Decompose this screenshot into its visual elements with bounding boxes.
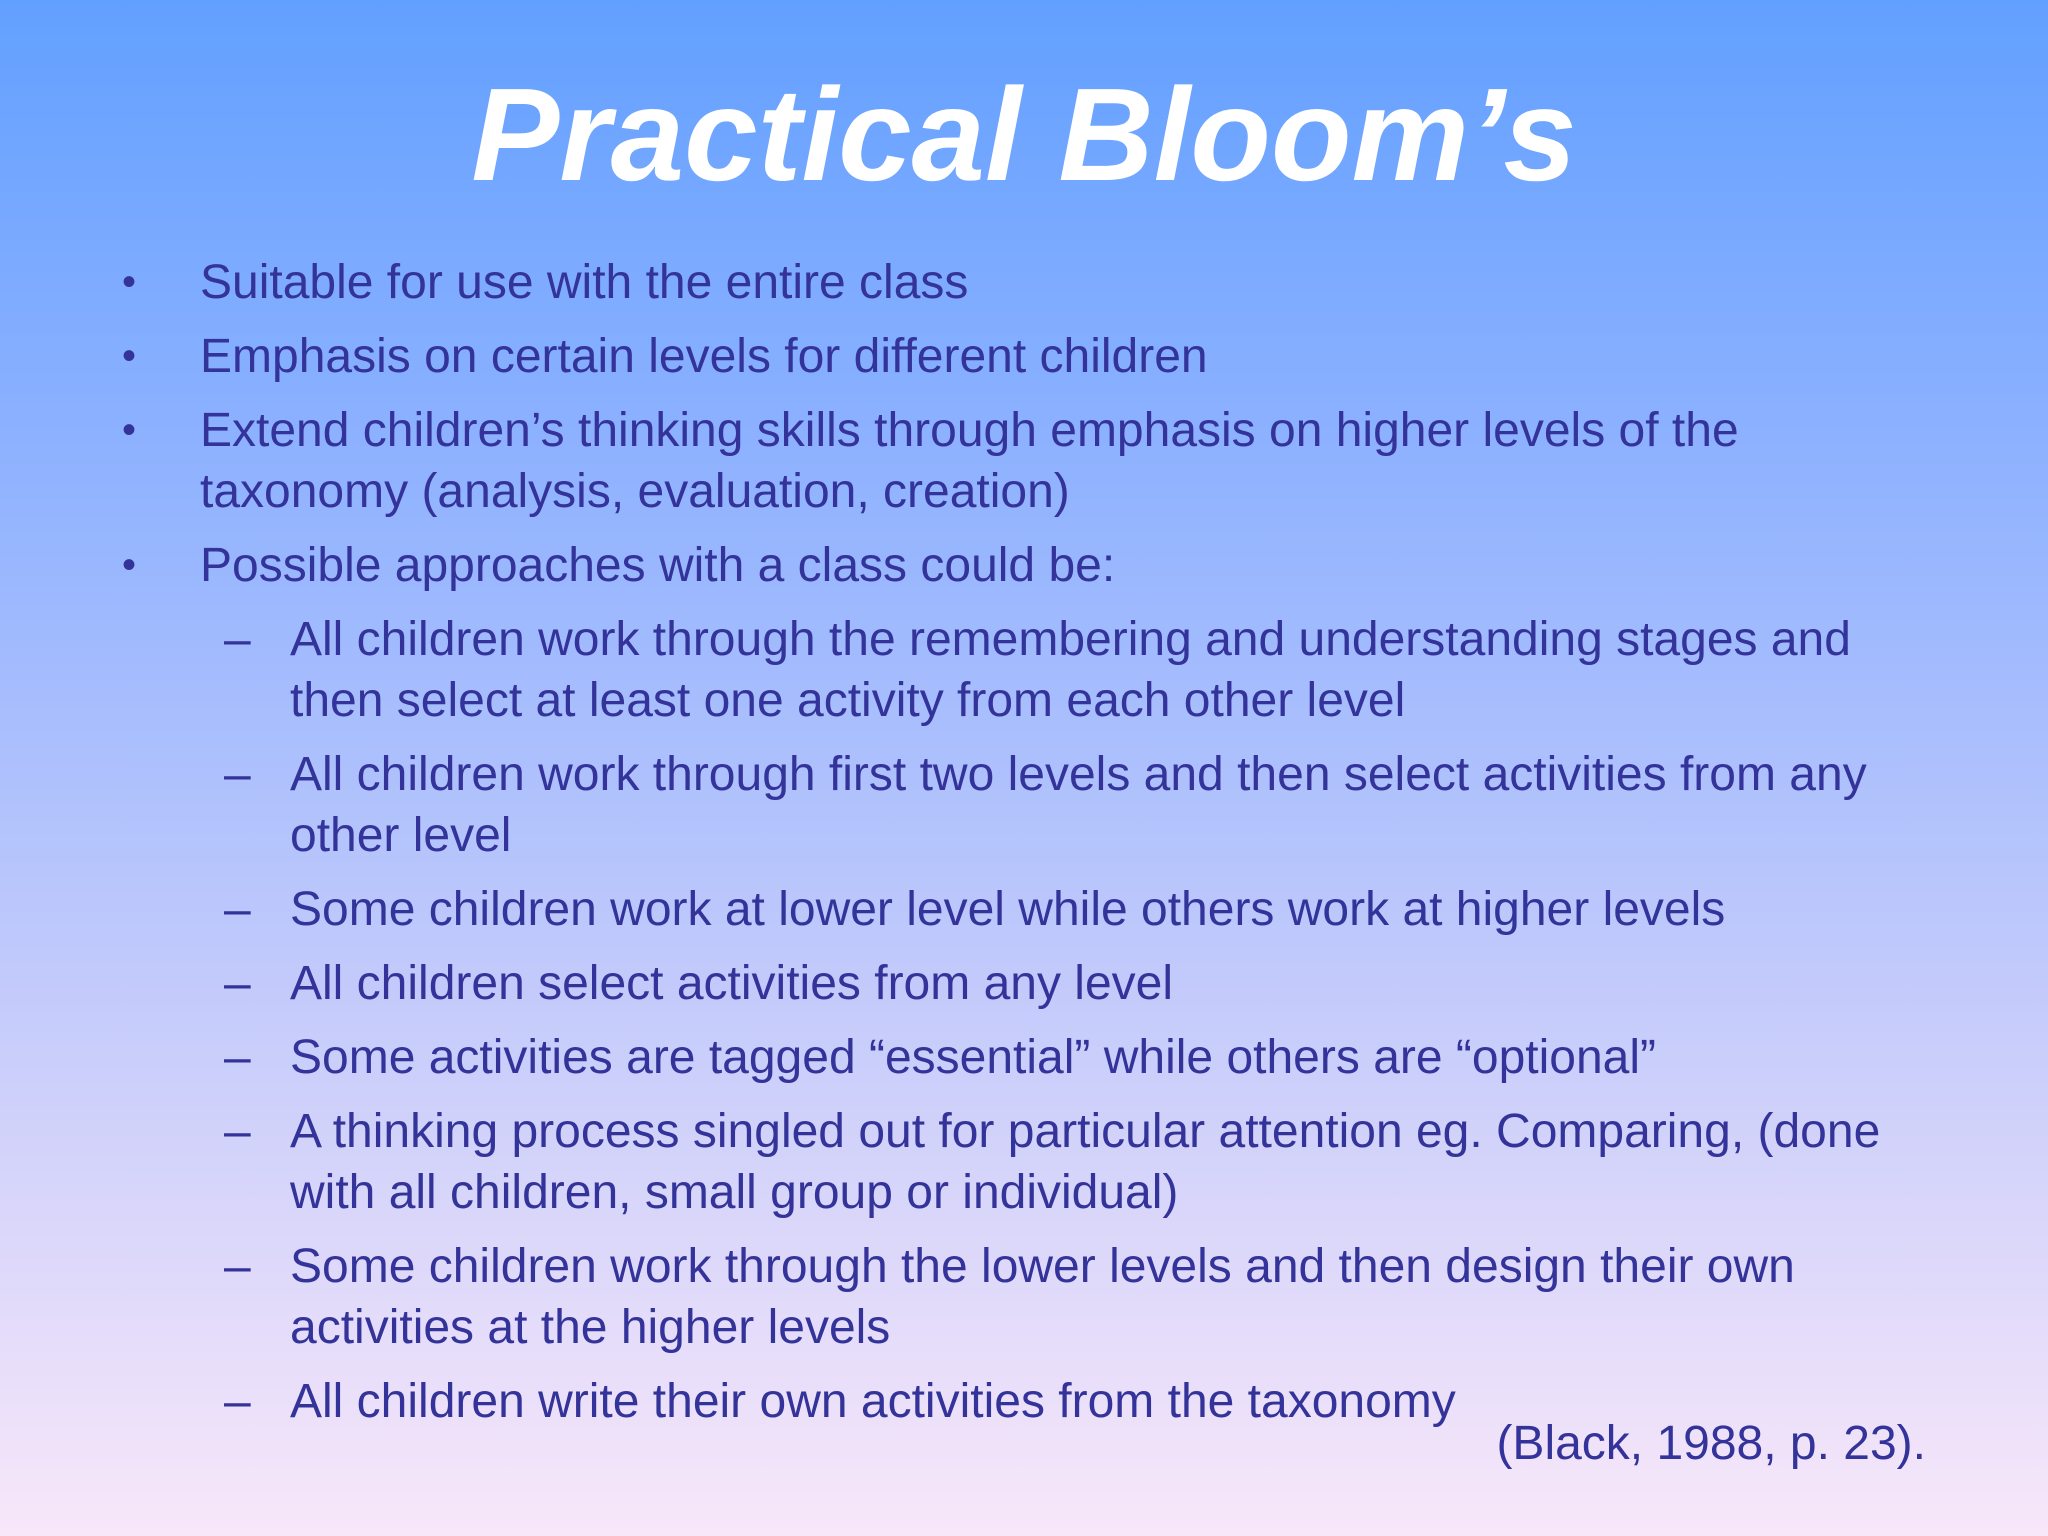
sub-bullet-item [0, 879, 2048, 940]
sub-bullet-text: Some activities are tagged “essential” while others are “optional” [290, 1031, 1657, 1084]
sub-bullet-text: All children work through the remembering and understanding stages and then select at least one activity from each other level [290, 613, 1851, 727]
dash-marker: – [224, 1375, 251, 1428]
slide-content [0, 252, 2048, 1445]
sub-bullet-text: Some children work at lower level while others work at higher levels [290, 883, 1726, 936]
bullet-item [0, 252, 2048, 313]
bullet-text: Extend children’s thinking skills through emphasis on higher levels of the taxonomy (analysis, evaluation, creation) [200, 404, 1739, 518]
sub-bullet-item [0, 609, 2048, 731]
sub-bullet-text: A thinking process singled out for particular attention eg. Comparing, (done with all children, small group or individual) [290, 1105, 1881, 1219]
citation: (Black, 1988, p. 23). [1496, 1417, 1926, 1470]
bullet-marker: • [122, 408, 137, 452]
dash-marker: – [224, 1031, 251, 1084]
sub-bullet-item [0, 1101, 2048, 1223]
bullet-text: Emphasis on certain levels for different children [200, 330, 1208, 383]
bullet-marker: • [122, 334, 137, 378]
sub-bullet-item [0, 953, 2048, 1014]
dash-marker: – [224, 883, 251, 936]
bullet-text: Suitable for use with the entire class [200, 256, 969, 309]
dash-marker: – [224, 613, 251, 666]
bullet-text: Possible approaches with a class could be: [200, 539, 1116, 592]
sub-bullet-text: All children select activities from any level [290, 957, 1174, 1010]
bullet-item [0, 326, 2048, 387]
dash-marker: – [224, 1240, 251, 1293]
sub-bullet-text: All children write their own activities from the taxonomy [290, 1375, 1456, 1428]
dash-marker: – [224, 957, 251, 1010]
slide-title: Practical Bloom’s [471, 61, 1577, 208]
sub-bullet-text: All children work through first two levels and then select activities from any other level [290, 748, 1867, 862]
dash-marker: – [224, 1105, 251, 1158]
sub-bullet-text: Some children work through the lower levels and then design their own activities at the higher levels [290, 1240, 1795, 1354]
bullet-marker: • [122, 543, 137, 587]
bullet-item [0, 400, 2048, 522]
bullet-item [0, 535, 2048, 596]
dash-marker: – [224, 748, 251, 801]
sub-bullet-item [0, 1027, 2048, 1088]
sub-bullet-item [0, 744, 2048, 866]
sub-bullet-item [0, 1236, 2048, 1358]
bullet-marker: • [122, 260, 137, 304]
